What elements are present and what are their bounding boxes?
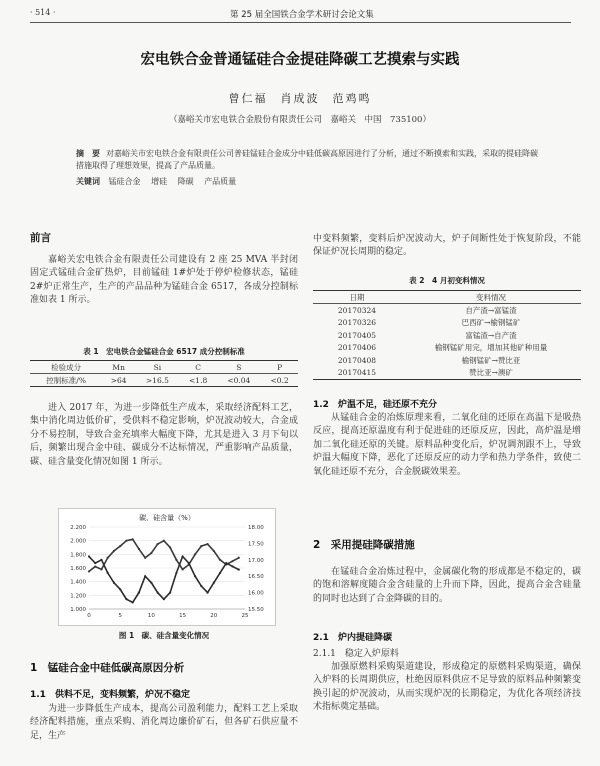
- table-cell: <1.8: [189, 375, 208, 385]
- table-cell: 榆钢锰矿→赞比亚: [461, 355, 521, 365]
- table-row: [313, 329, 581, 341]
- table-header-cell: 变料情况: [401, 291, 581, 304]
- data-point-c: [206, 543, 208, 545]
- x-tick-label: 15: [179, 613, 187, 619]
- data-point-c: [194, 553, 196, 555]
- table-row: [30, 374, 298, 387]
- table-row: [313, 304, 581, 317]
- figure1-caption: 图 1 碳、硅含量变化情况: [118, 631, 210, 640]
- section1-2-paragraph: [313, 412, 581, 479]
- table-cell: 20170406: [337, 343, 377, 353]
- table-cell: <0.04: [227, 375, 251, 385]
- data-point-si: [100, 559, 102, 561]
- data-point-si: [206, 592, 208, 594]
- x-tick-label: 10: [147, 613, 155, 619]
- y-left-tick-label: 1.200: [70, 593, 86, 600]
- data-point-si: [157, 592, 159, 594]
- data-point-si: [219, 572, 221, 574]
- chart-title: 碳、硅含量（%）: [139, 514, 195, 522]
- section2-1-1-paragraph: [313, 661, 581, 715]
- y-right-tick-label: 16.00: [248, 590, 264, 597]
- table1-caption: 表 1 宏电铁合金锰硅合金 6517 成分控制标准: [83, 347, 245, 356]
- chart-ticks: [70, 525, 264, 619]
- data-point-si: [88, 555, 90, 557]
- section1-1-paragraph: [30, 703, 298, 743]
- data-point-si: [119, 588, 121, 590]
- table1: [30, 360, 298, 387]
- data-point-si: [132, 601, 134, 603]
- y-right-tick-label: 17.00: [248, 557, 264, 564]
- data-point-si: [182, 555, 184, 557]
- data-point-si: [138, 592, 140, 594]
- table-cell: 巴西矿→榆钢锰矿: [461, 318, 521, 328]
- data-point-c: [113, 550, 115, 552]
- data-point-si: [188, 562, 190, 564]
- data-point-si: [175, 572, 177, 574]
- journal-title: 第 25 届全国铁合金学术研讨会论文集: [230, 10, 374, 20]
- section2-1-1-text: 加强原燃料采购渠道建设，形成稳定的原燃料采购渠道，确保入炉料的长周期供应，杜绝因原料供应不足导致的原料品种频繁变换引起的炉况波动，从而实现炉况的长期稳定，为优化各项经济技术指标奠定基础。: [313, 662, 581, 713]
- table-cell: >16.5: [145, 375, 169, 385]
- data-point-c: [169, 546, 171, 548]
- data-point-si: [107, 572, 109, 574]
- y-left-tick-label: 1.000: [70, 607, 86, 613]
- data-point-si: [150, 582, 152, 584]
- table-header-row: [30, 361, 298, 374]
- data-point-c: [175, 559, 177, 561]
- y-left-tick-label: 1.600: [70, 566, 86, 572]
- paper-title: 宏电铁合金普通锰硅合金提硅降碳工艺摸索与实践: [140, 52, 460, 68]
- intro-heading: 前言: [30, 232, 51, 244]
- data-point-c: [150, 552, 152, 554]
- section2-heading: 2 采用提硅降碳措施: [313, 539, 415, 551]
- intro-paragraph: [30, 254, 298, 308]
- table-cell: 20170324: [337, 306, 377, 316]
- x-tick-label: 20: [210, 613, 218, 619]
- data-point-si: [163, 598, 165, 600]
- section2-paragraph: [313, 566, 581, 606]
- data-point-si: [169, 592, 171, 594]
- table-header-cell: Mn: [102, 361, 135, 374]
- table-header-cell: C: [180, 361, 217, 374]
- data-point-si: [94, 562, 96, 564]
- section1-2-heading: 1.2 炉温不足，硅还原不充分: [313, 400, 437, 410]
- section1-heading: 1 锰硅合金中硅低碳高原因分析: [30, 662, 185, 674]
- y-left-tick-label: 1.400: [70, 579, 86, 586]
- table2: [313, 290, 581, 380]
- table-row: [313, 342, 581, 354]
- table-row: [313, 366, 581, 379]
- section1-1-heading: 1.1 供料不足，变料频繁，炉况不稳定: [30, 690, 190, 700]
- x-tick-label: 0: [87, 613, 91, 619]
- keywords: [76, 176, 544, 187]
- y-right-tick-label: 18.00: [248, 525, 264, 531]
- y-right-tick-label: 15.50: [248, 607, 264, 613]
- data-point-c: [231, 560, 233, 562]
- data-point-c: [157, 543, 159, 545]
- keyword: 增硅: [151, 177, 168, 186]
- table-cell: <0.2: [270, 375, 289, 385]
- chart-svg: [59, 509, 275, 625]
- y-left-tick-label: 2.200: [70, 525, 86, 531]
- section1-1-text: 为进一步降低生产成本，提高公司盈利能力，配料工艺上采取经济配料措施，重点采购、消化周边廉价矿石，但各矿石供应量不足，生产: [30, 704, 298, 741]
- section2-text: 在锰硅合金冶炼过程中，金属碳化物的形成都是不稳定的，碳的饱和溶解度随合金含硅量的上升而下降，因此，提高合金含硅量的同时也达到了合金降碳的目的。: [313, 567, 581, 604]
- table-cell: 20170408: [337, 355, 377, 365]
- data-point-c: [238, 557, 240, 559]
- data-point-c: [200, 545, 202, 547]
- x-tick-label: 25: [241, 613, 249, 619]
- data-point-si: [225, 562, 227, 564]
- abstract-text: 对嘉峪关市宏电铁合金有限责任公司普硅锰硅合金成分中硅低碳高原因进行了分析，通过不断摸索和实践，采取的提硅降碳措施取得了理想效果，提高了产品质量。: [76, 149, 538, 170]
- data-point-c: [107, 557, 109, 559]
- data-point-c: [144, 557, 146, 559]
- table-header-row: [313, 291, 581, 304]
- table-cell: 20170415: [337, 368, 377, 378]
- y-left-tick-label: 1.800: [70, 552, 86, 559]
- keyword: 锰硅合金: [108, 177, 141, 186]
- data-point-si: [144, 575, 146, 577]
- section2-1-heading: 2.1 炉内提硅降碳: [313, 633, 392, 643]
- data-point-c: [100, 568, 102, 570]
- table-header-cell: S: [217, 361, 262, 374]
- authors: 曾仁福 肖成波 范鸡鸣: [228, 92, 372, 105]
- data-point-c: [138, 548, 140, 550]
- data-point-c: [219, 559, 221, 561]
- table-cell: 赞比亚→澳矿: [469, 368, 513, 378]
- table-cell: 榆钢锰矿用完，增加其他矿种用量: [434, 343, 548, 353]
- right-top-text: 中变料频繁，变料后炉况波动大，炉子间断性处于恢复阶段，不能保证炉况长周期的稳定。: [313, 234, 581, 258]
- y-right-tick-label: 17.50: [248, 541, 264, 548]
- header-rule: [30, 22, 571, 23]
- keyword: 降碳: [177, 177, 194, 186]
- table-header-cell: 日期: [313, 291, 401, 304]
- chart-series: [88, 538, 240, 603]
- table-cell: 20170326: [337, 318, 377, 328]
- section2-1-1-heading: 2.1.1 稳定入炉原料: [313, 649, 399, 659]
- data-point-c: [132, 538, 134, 540]
- section1-2-text: 从锰硅合金的冶炼原理来看，二氧化硅的还原在高温下是吸热反应，提高还原温度有利于促进硅的还原反应，因此，高炉温是增加二氧化硅还原的关键。原料品种变化后，炉况调剂跟不上，导致炉温大幅度下降，恶化了还原反应的动力学和热力学条件，致使二氧化硅还原不充分，合金脱碳效果差。: [313, 413, 581, 477]
- abstract-label: 摘 要: [76, 149, 100, 158]
- data-point-si: [213, 582, 215, 584]
- data-point-c: [163, 540, 165, 542]
- right-top-paragraph: [313, 233, 581, 260]
- data-point-si: [113, 582, 115, 584]
- data-point-c: [94, 566, 96, 568]
- data-point-si: [238, 569, 240, 571]
- table-header-cell: 检验成分: [30, 361, 102, 374]
- data-point-si: [194, 575, 196, 577]
- data-point-c: [182, 568, 184, 570]
- x-tick-label: 5: [118, 613, 122, 619]
- data-point-c: [213, 550, 215, 552]
- table-cell: 富锰渣→自产渣: [465, 330, 517, 340]
- affiliation: （嘉峪关市宏电铁合金股份有限责任公司 嘉峪关 中国 735100）: [169, 115, 431, 125]
- page-number: · 514 ·: [30, 8, 56, 17]
- keywords-label: 关键词: [76, 177, 100, 186]
- y-left-tick-label: 2.000: [70, 538, 86, 545]
- table-row: [313, 354, 581, 366]
- data-point-c: [125, 540, 127, 542]
- table-cell: 自产渣→富锰渣: [465, 306, 517, 316]
- data-point-si: [231, 565, 233, 567]
- abstract: [76, 148, 544, 172]
- y-right-tick-label: 16.50: [248, 574, 264, 581]
- table-header-cell: Si: [135, 361, 180, 374]
- table2-caption: 表 2 4 月初变料情况: [409, 276, 485, 285]
- table-cell: 20170405: [337, 330, 377, 340]
- background-paragraph: [30, 402, 298, 469]
- carbon-silicon-chart: [58, 508, 276, 626]
- intro-text: 嘉峪关宏电铁合金有限责任公司建设有 2 座 25 MVA 半封闭固定式锰硅合金矿热炉，目前锰硅 1#炉处于停炉检修状态，锰硅 2#炉正常生产，生产的产品品种为锰硅合金 6517，各成分控制标准如表 1 所示。: [30, 255, 298, 306]
- table-cell: 控制标准/%: [46, 375, 86, 385]
- background-text: 进入 2017 年，为进一步降低生产成本，采取经济配料工艺，集中消化周边低价矿，受供料不稳定影响，炉况波动较大，合金成分不易控制，导致合金充填率大幅度下降，尤其是进入 3 月下旬以后，频繁出现合金中硅、碳成分不达标情况，严重影响产品质量，碳、硅含量变化情况如图 1 所示。: [30, 403, 298, 467]
- table-row: [313, 317, 581, 329]
- table-header-cell: P: [261, 361, 298, 374]
- table-cell: >64: [110, 375, 127, 385]
- data-point-c: [119, 545, 121, 547]
- data-point-si: [200, 585, 202, 587]
- series-line-c: [89, 539, 239, 571]
- data-point-si: [125, 598, 127, 600]
- data-point-c: [88, 570, 90, 572]
- keyword: 产品质量: [204, 177, 237, 186]
